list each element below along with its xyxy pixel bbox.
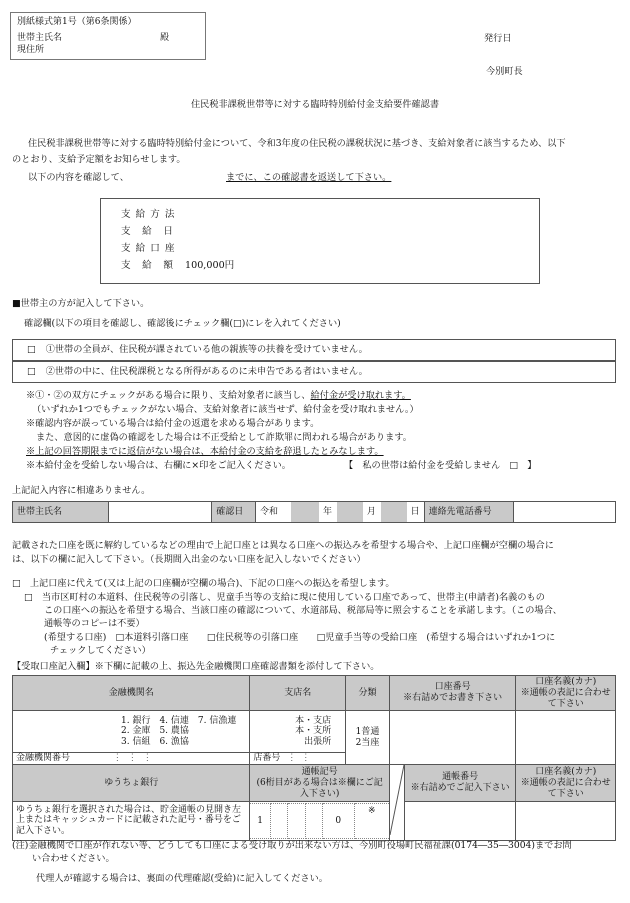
- issue-date-label: 発行日: [484, 33, 512, 44]
- kigo-field[interactable]: [250, 802, 390, 840]
- transfer-opt2-line4[interactable]: (希望する口座) □本道料引落口座 □住民税等の引落口座 □児童手当等の受給口座 (希望する場合はいずれか1つに: [44, 632, 556, 643]
- address-label: 現住所: [17, 45, 45, 56]
- decline-checkbox[interactable]: 【 私の世帯は給付金を受給しません □ 】: [344, 460, 537, 471]
- sig-day: 日: [407, 502, 425, 523]
- note-1-b: 給付金が受け取れます。: [310, 390, 411, 401]
- form-label: 別紙様式第1号（第6条関係）: [17, 17, 137, 27]
- payment-method-label: 支 給 方 法: [121, 209, 176, 220]
- yucho-holder-note: ※通帳の表記に合わせて下さい: [520, 777, 611, 799]
- kigo-digit-2[interactable]: [270, 803, 287, 838]
- fi-types-3: 3. 信組 6. 漁協: [121, 737, 189, 748]
- kigo-digit-grid: [250, 803, 389, 839]
- honorific: 殿: [159, 33, 169, 44]
- fi-type-options[interactable]: [13, 711, 250, 753]
- yucho-holder-header: [516, 765, 616, 802]
- payment-account-label: 支 給 口 座: [121, 243, 176, 254]
- acct-no-header: [389, 676, 515, 711]
- category-2: 2当座: [355, 737, 380, 748]
- sig-date-label: 確認日: [212, 502, 256, 523]
- yucho-note: ゆうちょ銀行を選択された場合は、貯金通帳の見開き左上またはキャッシュカードに記載された記号・番号をご記入下さい。: [13, 802, 250, 840]
- payment-info-box: [100, 198, 540, 284]
- note-6: ※本給付金を受給しない場合は、右欄に×印をご記入ください。: [26, 460, 291, 471]
- transfer-opt2-line3: 通帳等のコピーは不要）: [44, 618, 145, 629]
- kigo-digit-3[interactable]: [288, 803, 305, 838]
- acct-no-field[interactable]: [389, 711, 515, 765]
- issuer: 今別町長: [486, 66, 523, 77]
- sig-year-field[interactable]: [337, 502, 363, 523]
- branch-name-header: 支店名: [250, 676, 346, 711]
- kigo-digit-5[interactable]: 0: [322, 803, 354, 838]
- branch-types-2: 本・支所: [295, 726, 332, 737]
- yucho-holder-title: 口座名義(カナ): [535, 767, 597, 778]
- payment-amount-label: 支 給 額: [121, 260, 174, 271]
- bank-account-table: [12, 675, 616, 841]
- transfer-opt2-line5: チェックしてください）: [50, 645, 151, 656]
- kigo-header: [250, 765, 390, 802]
- note-5: ※上記の回答期限までに返信がない場合は、本給付金の支給を辞退したとみなします。: [26, 446, 384, 457]
- category-1: 1普通: [355, 727, 380, 738]
- transfer-note-line1: 記載された口座を既に解約しているなどの理由で上記口座とは異なる口座への振込みを希望する場合や、上記口座欄が空欄の場合に: [12, 540, 554, 551]
- sig-era: 令和: [255, 502, 291, 523]
- holder-field[interactable]: [516, 711, 616, 765]
- fi-types-2: 2. 金庫 5. 農協: [121, 726, 189, 737]
- intro-para1-line1: 住民税非課税世帯等に対する臨時特別給付金について、令和3年度の住民税の課税状況に基づき、支給対象者に該当するため、以下: [28, 138, 566, 149]
- note-1-a: ※①・②の双方にチェックがある場合に限り、支給対象者に該当し、: [26, 390, 311, 401]
- sig-month-field[interactable]: [381, 502, 407, 523]
- fi-name-header: 金融機関名: [13, 676, 250, 711]
- payment-amount-value: 100,000円: [185, 260, 235, 271]
- addressee-box: [10, 12, 206, 60]
- sig-householder-field[interactable]: [109, 502, 212, 523]
- holder-header: [516, 676, 616, 711]
- note-1: [26, 390, 411, 402]
- yucho-header: ゆうちょ銀行: [13, 765, 250, 802]
- note-4: また、意図的に虚偽の確認をした場合は不正受給として詐欺罪に問われる場合があります。: [36, 432, 412, 443]
- sig-phone-label: 連絡先電話番号: [424, 502, 513, 523]
- reply-deadline-text: までに、この確認書を返送して下さい。: [226, 172, 392, 183]
- branch-code-label: 店番号: [253, 753, 281, 764]
- fi-code-label: 金融機関番号: [16, 753, 71, 764]
- householder-name-label: 世帯主氏名: [17, 33, 63, 44]
- sig-month: 月: [363, 502, 381, 523]
- diagonal-line-icon: [390, 765, 404, 835]
- sig-householder-label: 世帯主氏名: [13, 502, 109, 523]
- bango-note: ※右詰めでご記入下さい: [410, 783, 510, 794]
- acct-no-note: ※右詰めでお書き下さい: [403, 693, 503, 704]
- kigo-digit-1[interactable]: 1: [250, 803, 270, 838]
- bango-header: [404, 765, 515, 802]
- category-options[interactable]: [346, 711, 390, 765]
- check-item-2-text: ②世帯の中に、住民税課税となる所得があるのに未申告である者はいません。: [45, 365, 368, 377]
- check-item-1[interactable]: [12, 339, 616, 361]
- intro-para1-line2: のとおり、支給予定額をお知らせします。: [12, 154, 186, 165]
- check-item-2[interactable]: [12, 361, 616, 383]
- category-header: 分類: [346, 676, 390, 711]
- kigo-digit-6[interactable]: ※: [354, 803, 389, 838]
- signature-table: [12, 501, 616, 523]
- transfer-opt2-line1[interactable]: □ 当市区町村の本道料、住民税等の引落し、児童手当等の支給に現に使用している口座であって、世帯主(申請者)名義のもの: [24, 592, 545, 603]
- checkbox-1[interactable]: □: [27, 343, 36, 355]
- intro-para2-prefix: 以下の内容を確認して、: [28, 172, 129, 183]
- branch-type-options[interactable]: [250, 711, 346, 753]
- check-item-1-text: ①世帯の全員が、住民税が課されている他の親族等の扶養を受けていません。: [45, 343, 368, 355]
- footer-note-2: 代理人が確認する場合は、裏面の代理確認(受給)に記入してください。: [36, 873, 328, 884]
- sig-phone-field[interactable]: [513, 502, 615, 523]
- confirm-instruction: 確認欄(以下の項目を確認し、確認後にチェック欄(□)にレを入れてください): [24, 318, 341, 329]
- sig-year: 年: [319, 502, 337, 523]
- branch-types-3: 出張所: [304, 737, 332, 748]
- sig-era-field[interactable]: [291, 502, 319, 523]
- kigo-title: 通帳記号: [301, 767, 338, 778]
- holder-title: 口座名義(カナ): [535, 677, 597, 687]
- account-section-heading: 【受取口座記入欄】※下欄に記載の上、振込先金融機関口座確認書類を添付して下さい。: [12, 661, 380, 672]
- holder-note: ※通帳の表記に合わせて下さい: [520, 687, 611, 709]
- document-title: 住民税非課税世帯等に対する臨時特別給付金支給要件確認書: [190, 99, 440, 110]
- householder-section-heading: ■世帯主の方が記入して下さい。: [12, 298, 150, 309]
- branch-code-row[interactable]: 店番号 ⋮⋮: [250, 753, 346, 765]
- confirm-line: 上記記入内容に相違ありません。: [12, 485, 151, 496]
- diagonal-divider: [389, 765, 404, 840]
- payment-date-label: 支 給 日: [121, 226, 174, 237]
- kigo-note: (6桁目がある場合は※欄にご記入下さい): [256, 777, 383, 799]
- yucho-holder-field[interactable]: [516, 802, 616, 840]
- footer-note-1: (注)金融機関で口座が作れない等、どうしても口座による受け取りが出来ない方は、今別町役場町民福祉課(0174―35―3004)までお問: [12, 840, 572, 851]
- transfer-opt1[interactable]: □ 上記口座に代えて(又は上記の口座欄が空欄の場合)、下記の口座への振込を希望します。: [12, 578, 395, 589]
- fi-types-1: 1. 銀行 4. 信連 7. 信漁連: [121, 715, 237, 726]
- note-3: ※確認内容が誤っている場合は給付金の返還を求める場合があります。: [26, 418, 320, 429]
- note-2: （いずれか1つでもチェックがない場合、支給対象者に該当せず、給付金を受け取れません。）: [32, 404, 419, 415]
- bango-field[interactable]: [404, 802, 515, 840]
- bango-title: 通帳番号: [442, 772, 479, 783]
- kigo-digit-4[interactable]: [305, 803, 322, 838]
- fi-code-row[interactable]: 金融機関番号 ⋮⋮⋮: [13, 753, 250, 765]
- acct-no-title: 口座番号: [434, 682, 471, 693]
- transfer-note-line2: は、以下の欄に記入して下さい。（長期間入出金のない口座を記入しないでください）: [12, 554, 366, 565]
- checkbox-2[interactable]: □: [27, 365, 36, 377]
- branch-types-1: 本・支店: [295, 715, 332, 726]
- transfer-opt2-line2: この口座への振込を希望する場合、当該口座の確認について、水道部局、税部局等に照会することを承諾します。（この場合、: [44, 605, 562, 616]
- footer-note-1b: い合わせください。: [32, 853, 115, 864]
